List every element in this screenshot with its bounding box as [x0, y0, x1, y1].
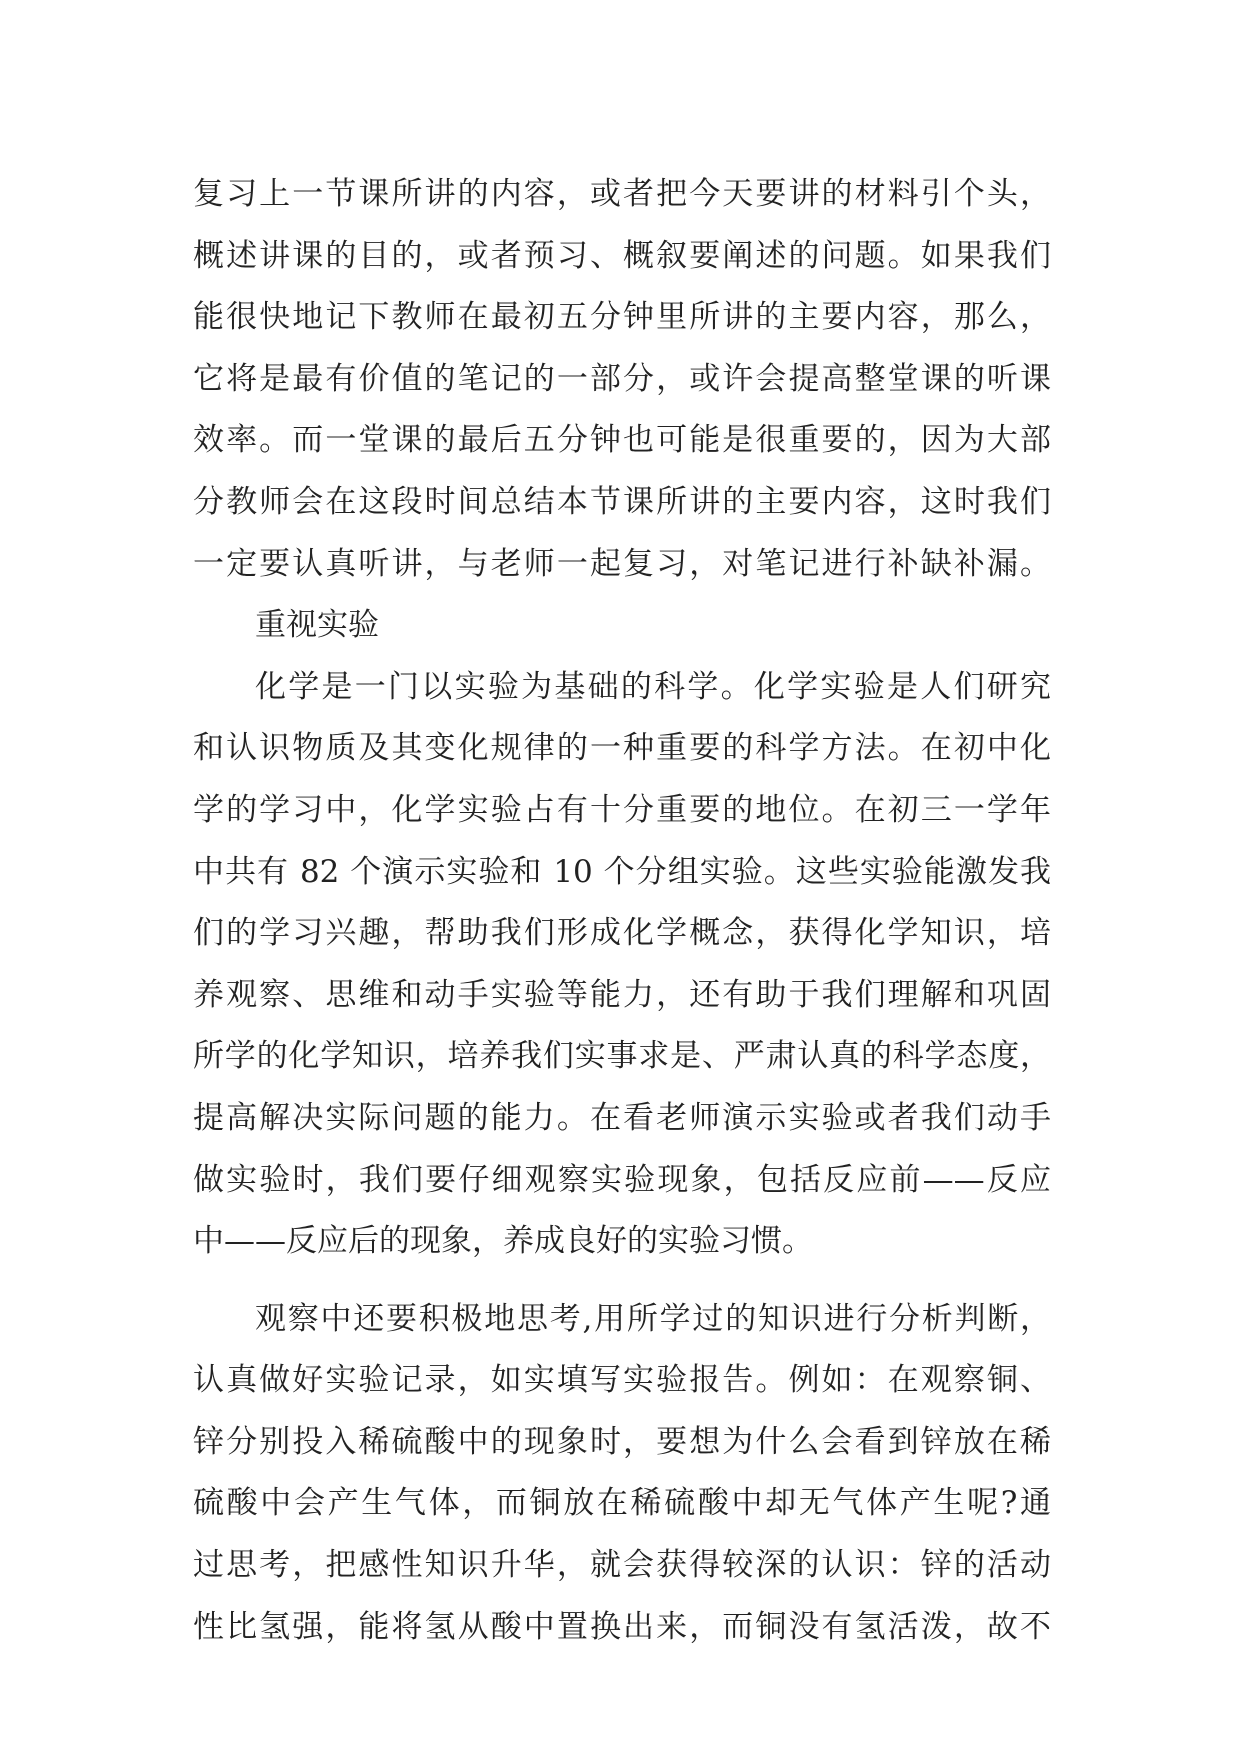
text-line: 它将是最有价值的笔记的一部分，或许会提高整堂课的听课 [193, 360, 1051, 397]
paragraph-note-taking [193, 164, 1051, 595]
text-line: 分教师会在这段时间总结本节课所讲的主要内容，这时我们 [193, 483, 1051, 520]
text-line: 观察中还要积极地思考,用所学过的知识进行分析判断， [255, 1300, 1051, 1337]
text-line: 化学是一门以实验为基础的科学。化学实验是人们研究 [255, 668, 1051, 705]
paragraph-spacer [193, 1273, 1051, 1289]
text-line: 中——反应后的现象，养成良好的实验习惯。 [193, 1223, 813, 1260]
text-line: 过思考，把感性知识升华，就会获得较深的认识：锌的活动 [193, 1547, 1051, 1584]
text-line: 效率。而一堂课的最后五分钟也可能是很重要的，因为大部 [193, 422, 1051, 459]
text-line: 一定要认真听讲，与老师一起复习，对笔记进行补缺补漏。 [193, 545, 1051, 582]
text-line: 所学的化学知识，培养我们实事求是、严肃认真的科学态度， [193, 1038, 1051, 1075]
paragraph-observation [193, 1289, 1051, 1659]
text-line: 概述讲课的目的，或者预习、概叙要阐述的问题。如果我们 [193, 237, 1051, 274]
text-line: 性比氢强，能将氢从酸中置换出来，而铜没有氢活泼，故不 [193, 1608, 1051, 1645]
text-line: 养观察、思维和动手实验等能力，还有助于我们理解和巩固 [193, 976, 1051, 1013]
document-body [193, 164, 1051, 1658]
section-heading: 重视实验 [255, 607, 379, 644]
text-line: 能很快地记下教师在最初五分钟里所讲的主要内容，那么， [193, 299, 1051, 336]
text-line: 复习上一节课所讲的内容，或者把今天要讲的材料引个头， [193, 176, 1051, 212]
text-line: 硫酸中会产生气体，而铜放在稀硫酸中却无气体产生呢?通 [193, 1485, 1051, 1522]
text-line: 们的学习兴趣，帮助我们形成化学概念，获得化学知识，培 [193, 915, 1051, 952]
text-line: 锌分别投入稀硫酸中的现象时，要想为什么会看到锌放在稀 [193, 1423, 1051, 1460]
text-line: 中共有 82 个演示实验和 10 个分组实验。这些实验能激发我 [193, 853, 1051, 890]
text-line: 提高解决实际问题的能力。在看老师演示实验或者我们动手 [193, 1099, 1051, 1136]
text-line: 学的学习中，化学实验占有十分重要的地位。在初三一学年 [193, 791, 1051, 828]
text-line: 认真做好实验记录，如实填写实验报告。例如：在观察铜、 [193, 1362, 1051, 1399]
text-line: 和认识物质及其变化规律的一种重要的科学方法。在初中化 [193, 730, 1051, 767]
paragraph-experiments [193, 657, 1051, 1273]
text-line: 做实验时，我们要仔细观察实验现象，包括反应前——反应 [193, 1161, 1051, 1198]
